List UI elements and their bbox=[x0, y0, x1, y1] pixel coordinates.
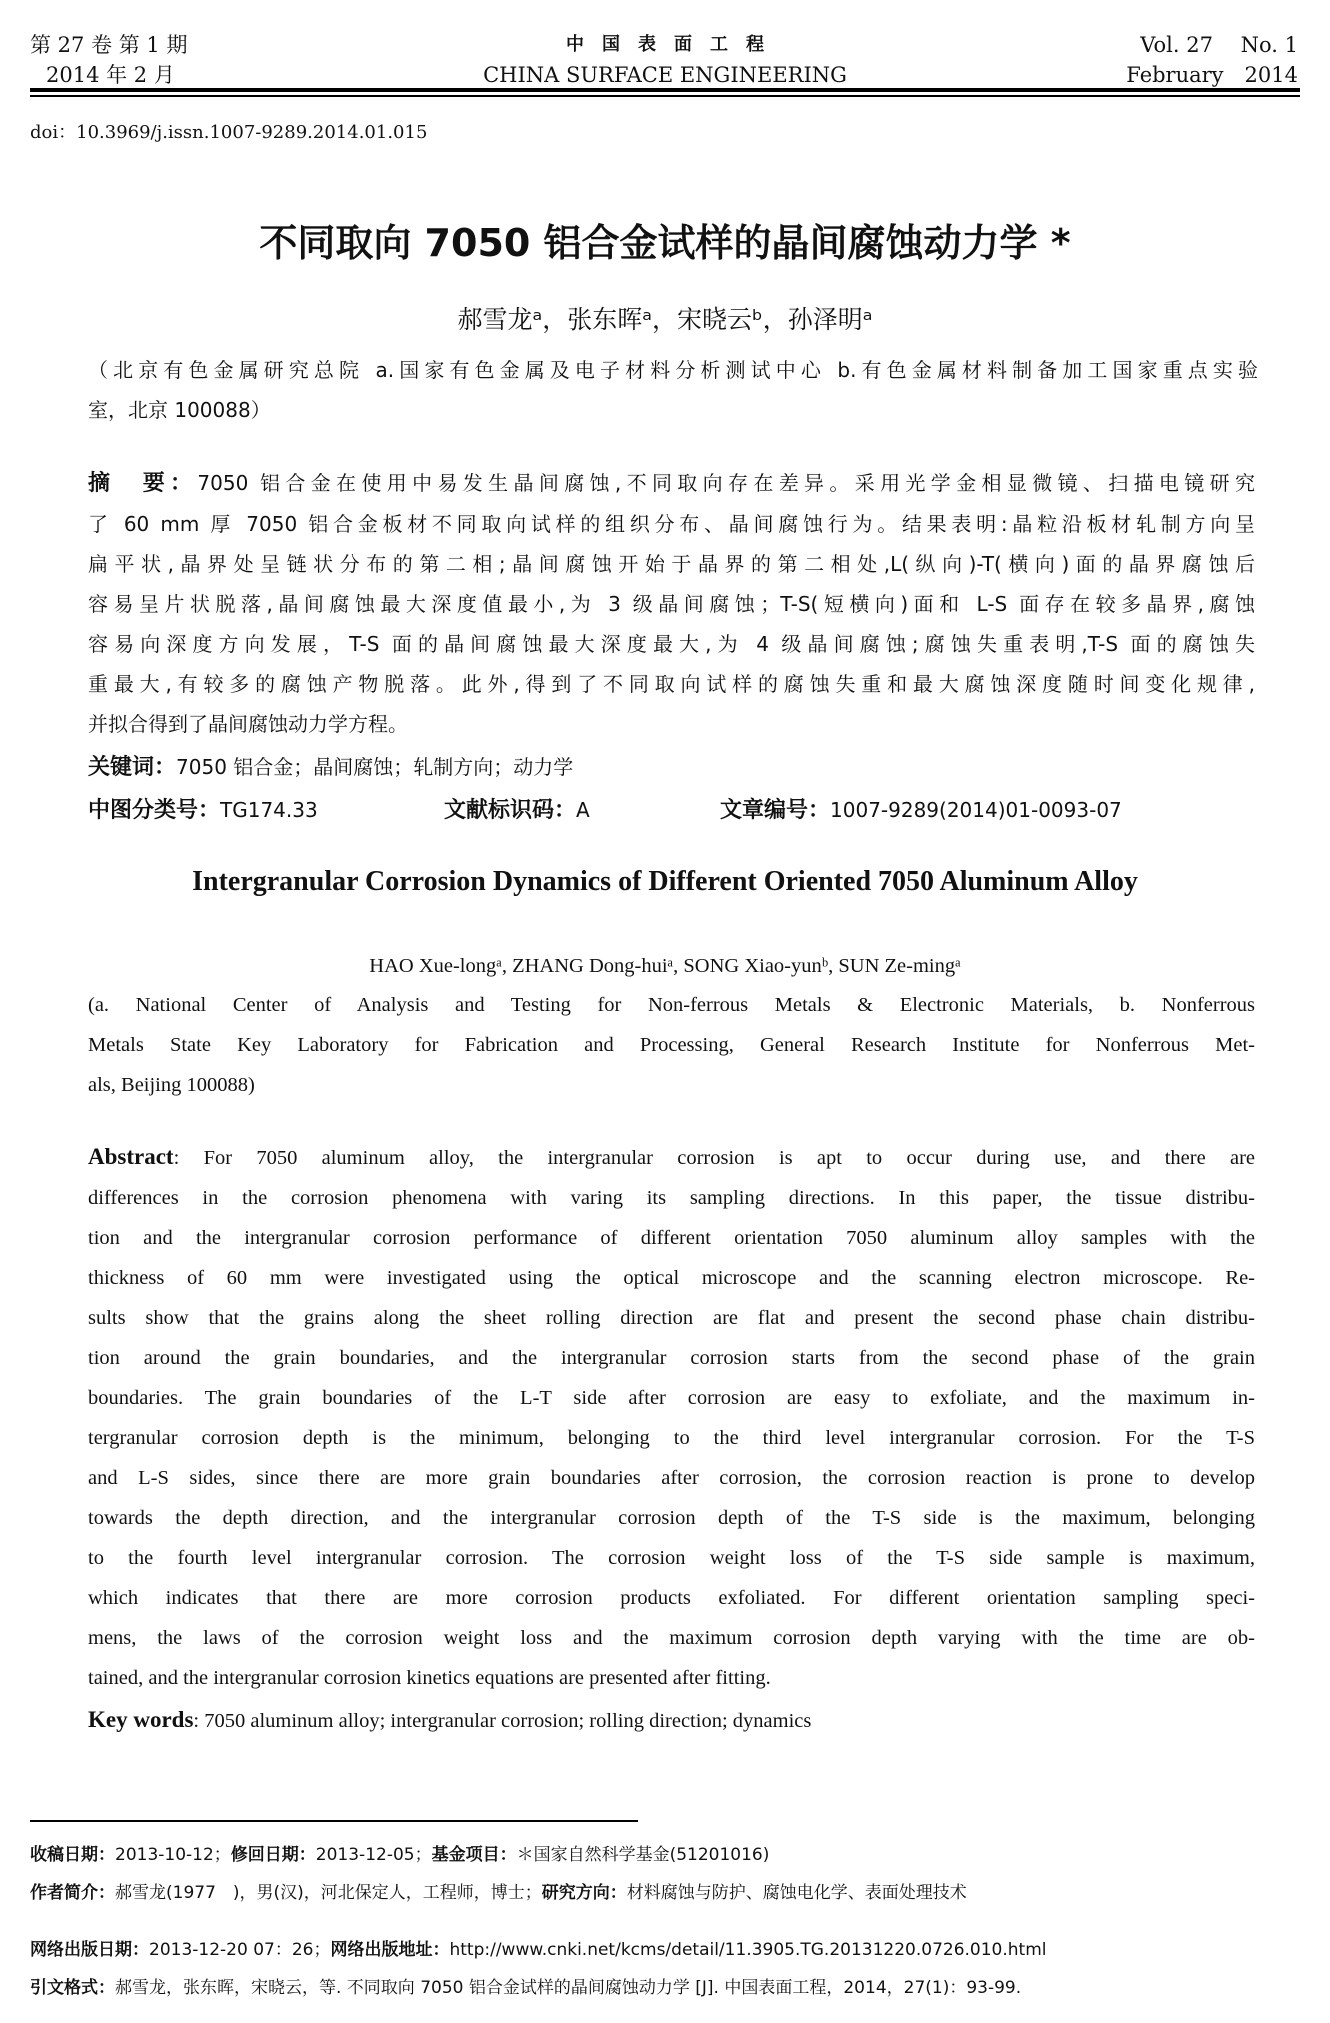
authors-en: HAO Xue-longᵃ, ZHANG Dong-huiᵃ, SONG Xiao-yunᵇ, SUN Ze-mingᵃ bbox=[369, 955, 961, 977]
clc-number bbox=[88, 790, 318, 831]
abstract-en-label: Abstract bbox=[88, 1144, 174, 1169]
abstract-en-line: towards the depth direction, and the intergranular corrosion depth of the T-S side is the maximum, belonging bbox=[88, 1507, 1255, 1529]
header-rule bbox=[30, 88, 1300, 92]
abstract-cn-line: 并拟合得到了晶间腐蚀动力学方程。 bbox=[88, 712, 408, 736]
abstract-en-line: mens, the laws of the corrosion weight loss and the maximum corrosion depth varying with the time are ob- bbox=[88, 1627, 1255, 1649]
author-bio-label: 作者简介： bbox=[30, 1883, 115, 1903]
abstract-en-line: thickness of 60 mm were investigated using the optical microscope and the scanning electron microscope. Re- bbox=[88, 1267, 1255, 1289]
abstract-cn-line bbox=[88, 463, 1255, 504]
fund-value: ＊国家自然科学基金(51201016) bbox=[516, 1845, 770, 1865]
footnote-author bbox=[30, 1874, 967, 1912]
online-url-link[interactable]: http://www.cnki.net/kcms/detail/11.3905.TG.20131220.0726.010.html bbox=[449, 1940, 1047, 1960]
abstract-en-line: differences in the corrosion phenomena with varing its sampling directions. In this paper, the tissue distribu- bbox=[88, 1187, 1255, 1209]
research-value: 材料腐蚀与防护、腐蚀电化学、表面处理技术 bbox=[626, 1883, 967, 1903]
journal-volume-cn: 第 27 卷 第 1 期 bbox=[30, 33, 188, 57]
clc-label: 中图分类号： bbox=[88, 798, 221, 823]
abstract-en bbox=[88, 1137, 1255, 1698]
doi: doi：10.3969/j.issn.1007-9289.2014.01.015 bbox=[30, 122, 428, 143]
article-number-label: 文章编号： bbox=[720, 798, 831, 823]
document-code-label: 文献标识码： bbox=[444, 798, 577, 823]
keywords-cn-value: 7050 铝合金；晶间腐蚀；轧制方向；动力学 bbox=[176, 755, 574, 779]
received-label: 收稿日期： bbox=[30, 1845, 115, 1865]
title-cn: 不同取向 7050 铝合金试样的晶间腐蚀动力学 * bbox=[259, 221, 1071, 265]
received-date: 2013-10-12； bbox=[115, 1845, 231, 1865]
document-code bbox=[444, 790, 590, 831]
journal-name-en: CHINA SURFACE ENGINEERING bbox=[483, 63, 847, 87]
affiliation-cn bbox=[88, 350, 1258, 430]
abstract-cn-line: 重最大,有较多的腐蚀产物脱落。此外,得到了不同取向试样的腐蚀失重和最大腐蚀深度随时间变化规律, bbox=[88, 672, 1255, 696]
affiliation-en bbox=[88, 985, 1255, 1105]
affiliation-en-line: (a. National Center of Analysis and Testing for Non-ferrous Metals & Electronic Materials, b. Nonferrous bbox=[88, 994, 1255, 1016]
journal-volume-en: Vol. 27 No. 1 bbox=[1140, 33, 1298, 57]
abstract-en-line: sults show that the grains along the sheet rolling direction are flat and present the second phase chain distribu- bbox=[88, 1307, 1255, 1329]
keywords-en-label: Key words bbox=[88, 1707, 194, 1732]
citation-label: 引文格式： bbox=[30, 1978, 115, 1998]
abstract-cn-line: 了 60 mm 厚 7050 铝合金板材不同取向试样的组织分布、晶间腐蚀行为。结果表明:晶粒沿板材轧制方向呈 bbox=[88, 512, 1255, 536]
abstract-en-line: which indicates that there are more corrosion products exfoliated. For different orientation sampling speci- bbox=[88, 1587, 1255, 1609]
abstract-cn-line: 容易向深度方向发展，T-S 面的晶间腐蚀最大深度最大,为 4 级晶间腐蚀;腐蚀失重表明,T-S 面的腐蚀失 bbox=[88, 632, 1255, 656]
footnote-dates bbox=[30, 1836, 769, 1874]
author-bio: 郝雪龙(1977 )，男(汉)，河北保定人，工程师，博士； bbox=[115, 1883, 542, 1903]
abstract-cn-text: 7050 铝合金在使用中易发生晶间腐蚀,不同取向存在差异。采用光学金相显微镜、扫描电镜研究 bbox=[197, 471, 1255, 495]
abstract-cn-line: 容易呈片状脱落,晶间腐蚀最大深度值最小,为 3 级晶间腐蚀；T-S(短横向)面和 L-S 面存在较多晶界,腐蚀 bbox=[88, 592, 1255, 616]
keywords-cn bbox=[88, 747, 573, 788]
clc-value: TG174.33 bbox=[220, 798, 318, 822]
footnote-citation bbox=[30, 1969, 1021, 2007]
journal-name-cn: 中 国 表 面 工 程 bbox=[566, 34, 764, 55]
document-code-value: A bbox=[576, 798, 590, 822]
abstract-en-line: and L-S sides, since there are more grain boundaries after corrosion, the corrosion reaction is prone to develop bbox=[88, 1467, 1255, 1489]
affiliation-cn-line: 室，北京 100088） bbox=[88, 398, 271, 422]
keywords-en-value: : 7050 aluminum alloy; intergranular corrosion; rolling direction; dynamics bbox=[193, 1710, 812, 1732]
citation-value: 郝雪龙，张东晖，宋晓云，等. 不同取向 7050 铝合金试样的晶间腐蚀动力学 [J]. 中国表面工程，2014，27(1)：93-99. bbox=[115, 1978, 1022, 1998]
affiliation-cn-line: （北京有色金属研究总院 a.国家有色金属及电子材料分析测试中心 b.有色金属材料制备加工国家重点实验 bbox=[88, 358, 1258, 382]
abstract-en-line: boundaries. The grain boundaries of the L-T side after corrosion are easy to exfoliate, and the maximum in- bbox=[88, 1387, 1255, 1409]
affiliation-en-line: als, Beijing 100088) bbox=[88, 1074, 255, 1096]
article-number-value: 1007-9289(2014)01-0093-07 bbox=[830, 798, 1122, 822]
abstract-cn bbox=[88, 463, 1255, 744]
abstract-en-line: tergranular corrosion depth is the minimum, belonging to the third level intergranular corrosion. For the T-S bbox=[88, 1427, 1255, 1449]
header-rule-thin bbox=[30, 95, 1300, 97]
abstract-cn-label: 摘 要： bbox=[88, 471, 198, 496]
footnote-rule bbox=[30, 1820, 638, 1822]
abstract-en-line: to the fourth level intergranular corrosion. The corrosion weight loss of the T-S side sample is maximum, bbox=[88, 1547, 1255, 1569]
abstract-en-text: : For 7050 aluminum alloy, the intergranular corrosion is apt to occur during use, and there are bbox=[173, 1147, 1255, 1169]
abstract-en-line: tion and the intergranular corrosion performance of different orientation 7050 aluminum alloy samples with the bbox=[88, 1227, 1255, 1249]
research-label: 研究方向： bbox=[541, 1883, 627, 1903]
online-date-label: 网络出版日期： bbox=[30, 1940, 149, 1960]
footnote-online bbox=[30, 1931, 1047, 1969]
revised-date: 2013-12-05； bbox=[315, 1845, 432, 1865]
journal-date-en: February 2014 bbox=[1126, 63, 1298, 87]
authors-cn: 郝雪龙ᵃ，张东晖ᵃ，宋晓云ᵇ，孙泽明ᵃ bbox=[457, 305, 873, 334]
article-number bbox=[720, 790, 1122, 831]
abstract-cn-line: 扁平状,晶界处呈链状分布的第二相;晶间腐蚀开始于晶界的第二相处,L(纵向)-T(横向)面的晶界腐蚀后 bbox=[88, 552, 1255, 576]
keywords-en bbox=[88, 1700, 811, 1741]
abstract-en-line: tion around the grain boundaries, and the intergranular corrosion starts from the second phase of the grain bbox=[88, 1347, 1255, 1369]
affiliation-en-line: Metals State Key Laboratory for Fabrication and Processing, General Research Institute for Nonferrous Met- bbox=[88, 1034, 1255, 1056]
revised-label: 修回日期： bbox=[230, 1845, 316, 1865]
keywords-cn-label: 关键词： bbox=[88, 755, 177, 780]
online-date: 2013-12-20 07：26； bbox=[149, 1940, 331, 1960]
abstract-en-line: tained, and the intergranular corrosion kinetics equations are presented after fitting. bbox=[88, 1667, 771, 1689]
online-url-label: 网络出版地址： bbox=[330, 1940, 450, 1960]
title-en: Intergranular Corrosion Dynamics of Different Oriented 7050 Aluminum Alloy bbox=[192, 866, 1138, 897]
journal-date-cn: 2014 年 2 月 bbox=[46, 63, 175, 87]
fund-label: 基金项目： bbox=[431, 1845, 517, 1865]
abstract-en-line bbox=[88, 1137, 1255, 1178]
